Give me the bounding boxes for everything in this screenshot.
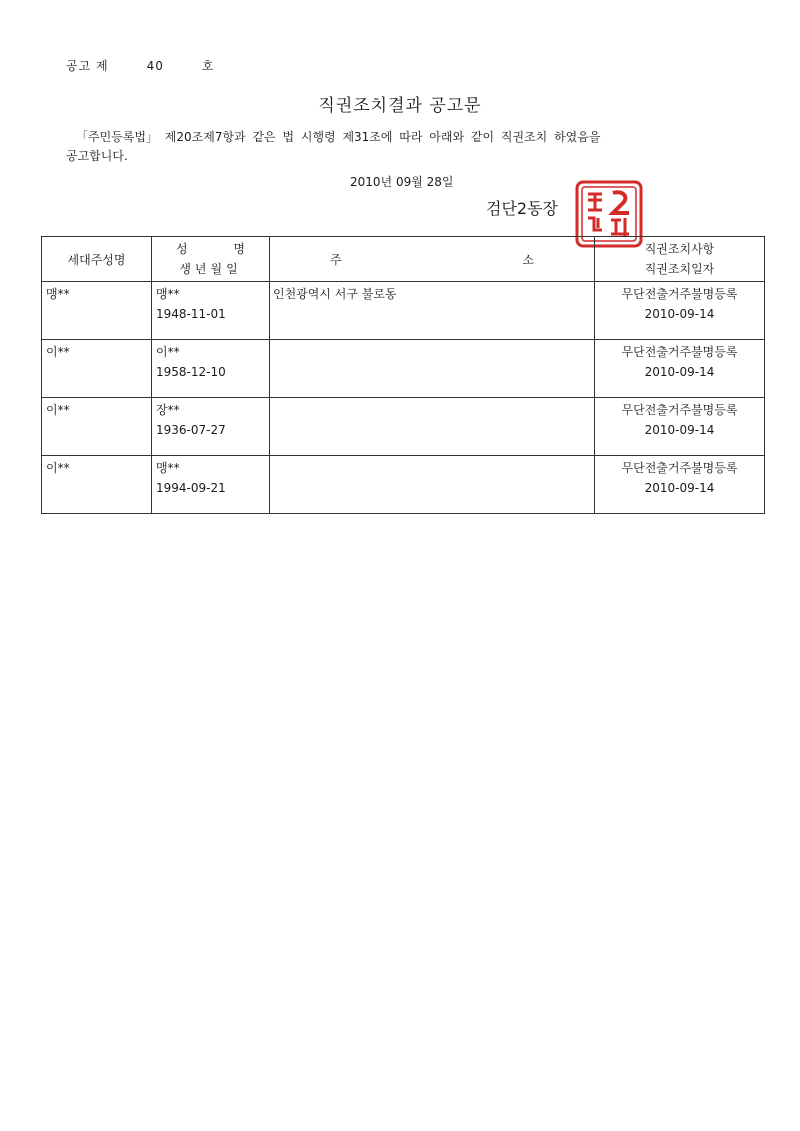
notice-prefix: 공고 제 [66, 59, 109, 73]
notice-suffix: 호 [201, 59, 215, 73]
notice-body-line-2: 공고합니다. [66, 149, 128, 163]
action-type: 무단전출거주불명등록 [621, 345, 738, 359]
householder-name: 맹** [46, 287, 70, 301]
header-address-2: 소 [522, 252, 534, 267]
action-date: 2010-09-14 [644, 481, 715, 495]
header-action [595, 237, 765, 282]
header-address [270, 237, 595, 282]
document-title: 직권조치결과 공고문 [318, 96, 482, 116]
action-type: 무단전출거주불명등록 [621, 461, 738, 475]
householder-name: 이** [46, 403, 70, 417]
action-date: 2010-09-14 [644, 307, 715, 321]
householder-name: 이** [46, 345, 70, 359]
header-action-date: 직권조치일자 [644, 262, 715, 276]
householder-name: 이** [46, 461, 70, 475]
records-table [41, 236, 765, 514]
table-row [42, 340, 765, 398]
header-address-1: 주 [330, 252, 342, 267]
action-type: 무단전출거주불명등록 [621, 403, 738, 417]
resident-address: 인천광역시 서구 불로동 [273, 287, 397, 301]
action-date: 2010-09-14 [644, 365, 715, 379]
header-householder: 세대주성명 [42, 237, 152, 282]
table-row [42, 282, 765, 340]
header-name-1: 성 [176, 242, 188, 256]
notice-date: 2010년 09월 28일 [350, 175, 454, 189]
header-action-type: 직권조치사항 [644, 242, 715, 256]
resident-name: 맹** [156, 287, 180, 301]
table-header-row [42, 237, 765, 282]
action-date: 2010-09-14 [644, 423, 715, 437]
resident-dob: 1958-12-10 [156, 365, 226, 379]
resident-name: 장** [156, 403, 180, 417]
resident-dob: 1994-09-21 [156, 481, 226, 495]
resident-name: 맹** [156, 461, 180, 475]
header-name-2: 명 [233, 242, 245, 256]
resident-name: 이** [156, 345, 180, 359]
resident-dob: 1936-07-27 [156, 423, 226, 437]
header-dob: 생년월일 [179, 262, 242, 276]
table-row [42, 456, 765, 514]
table-row [42, 398, 765, 456]
resident-dob: 1948-11-01 [156, 307, 226, 321]
action-type: 무단전출거주불명등록 [621, 287, 738, 301]
notice-body-line-1: 「주민등록법」 제20조제7항과 같은 법 시행령 제31조에 따라 아래와 같이 직권조치 하였음을 [76, 130, 601, 144]
issuing-office: 검단2동장 [486, 199, 559, 218]
header-name-dob [152, 237, 270, 282]
notice-number-value: 40 [146, 59, 164, 73]
notice-number [66, 57, 214, 74]
notice-body [66, 128, 756, 166]
